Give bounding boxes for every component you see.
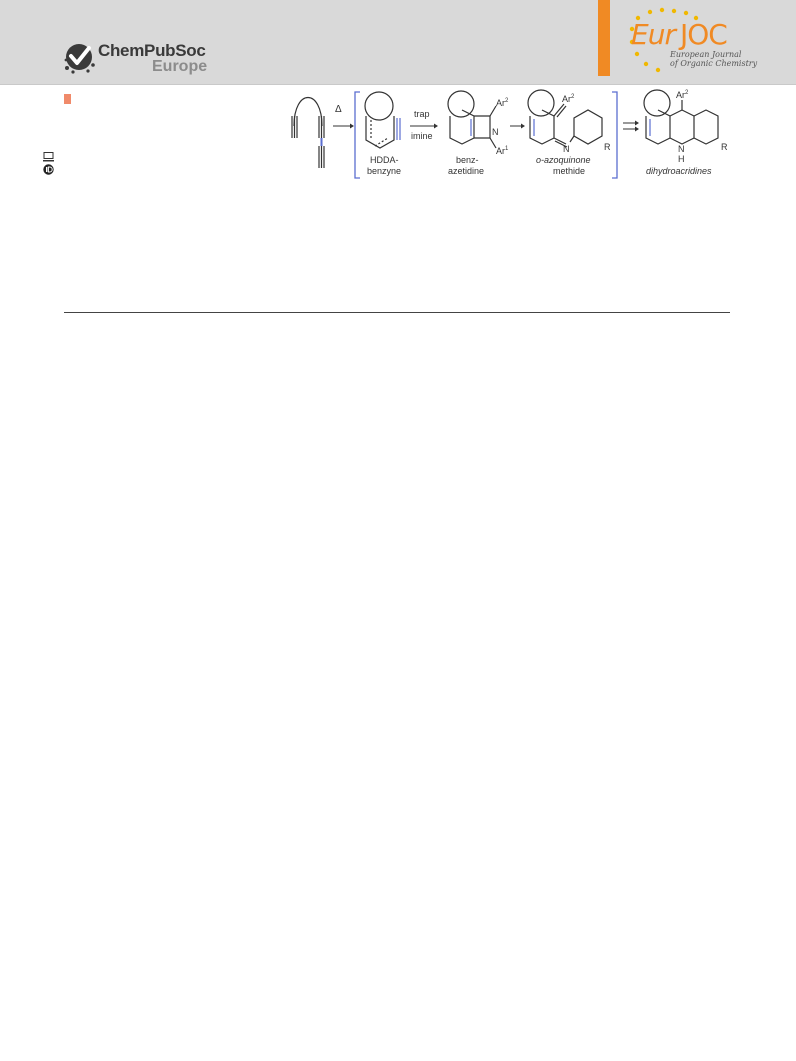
- journal-color-strip: [598, 0, 610, 76]
- reaction-scheme: [278, 86, 738, 182]
- ar2-label-c: Ar$^2$: [676, 90, 689, 100]
- product-label: dihydroacridines: [646, 166, 712, 176]
- journal-short-eur: Eur: [631, 18, 675, 51]
- benz-label-1: benz-: [456, 155, 479, 165]
- chempubsoc-emblem-icon: [62, 38, 98, 74]
- r-label-b: R: [604, 142, 611, 152]
- orcid-icon[interactable]: [43, 164, 54, 175]
- chempubsoc-logo: [62, 38, 208, 78]
- section-marker: [64, 94, 71, 104]
- n-label-c: N: [678, 144, 685, 154]
- bracket-left: [355, 92, 360, 178]
- benzazetidine-structure: [448, 91, 496, 148]
- hdda-label-1: HDDA-: [370, 155, 399, 165]
- hdda-benzyne-structure: [365, 92, 394, 148]
- h-label-c: H: [678, 154, 685, 164]
- publisher-name: ChemPubSoc: [98, 41, 206, 60]
- eurjoc-logo: [612, 4, 762, 80]
- ar1-label: Ar$^1$: [496, 146, 509, 156]
- page-divider: [64, 312, 730, 313]
- ar2-label-a: Ar$^2$: [496, 98, 509, 108]
- tetrayne-structure: [292, 98, 324, 169]
- trap-label: trap: [414, 109, 430, 119]
- journal-header: [0, 0, 796, 85]
- journal-full-name: European Journal of Organic Chemistry: [670, 50, 758, 68]
- journal-short-joc: JOC: [680, 18, 727, 51]
- azo-label-2: methide: [553, 166, 586, 176]
- n-label-b: N: [563, 144, 570, 154]
- bracket-right: [612, 92, 617, 178]
- publisher-region: Europe: [152, 58, 208, 75]
- imine-label: imine: [411, 131, 433, 141]
- hdda-label-2: benzyne: [367, 166, 402, 176]
- monitor-icon[interactable]: [43, 152, 54, 162]
- delta-label: Δ: [335, 104, 342, 115]
- r-label-c: R: [721, 142, 728, 152]
- ar2-label-b: Ar$^2$: [562, 94, 575, 104]
- n-label-a: N: [492, 127, 499, 137]
- azo-label-1: o-azoquinone: [536, 155, 591, 165]
- benz-label-2: azetidine: [448, 166, 485, 176]
